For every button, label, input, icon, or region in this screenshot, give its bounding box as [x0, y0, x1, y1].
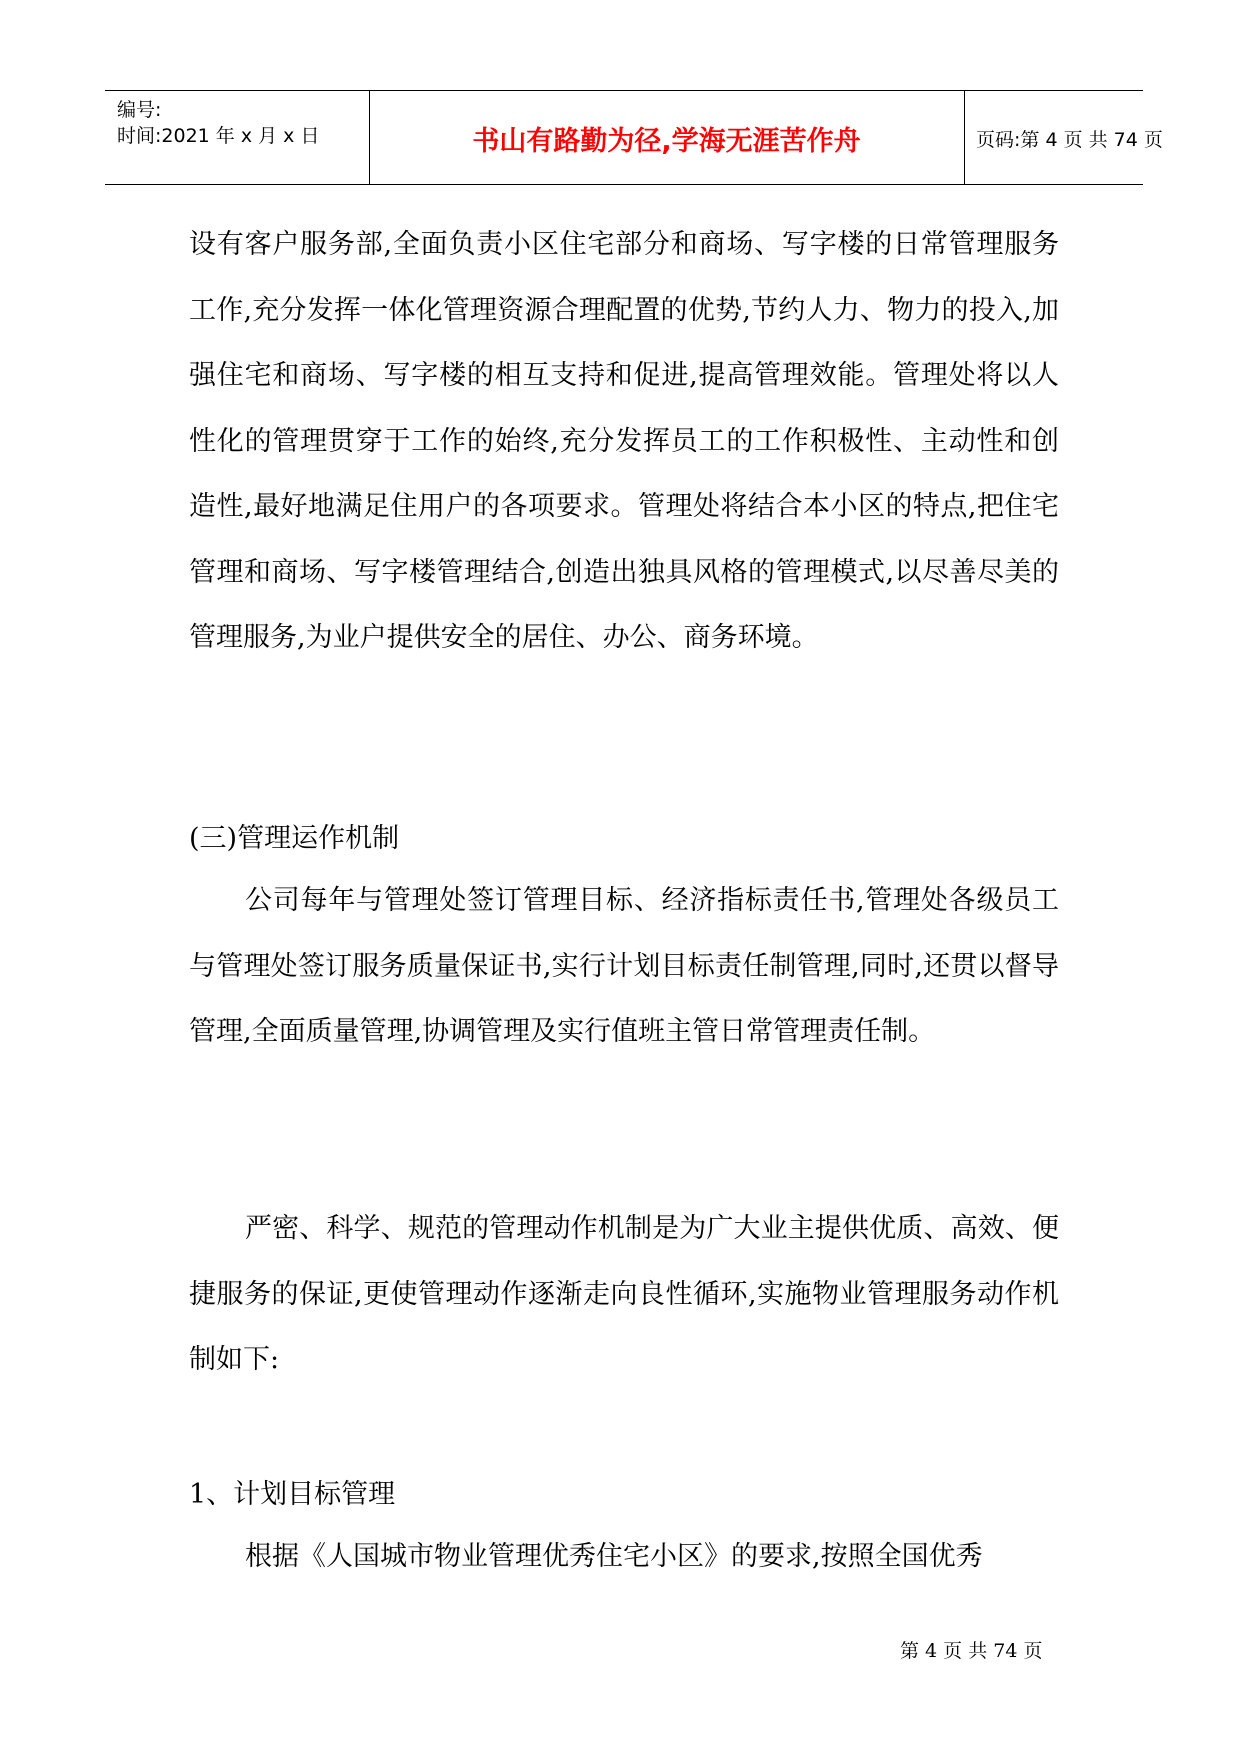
document-header — [105, 90, 1163, 185]
section-heading-management-mechanism: (三)管理运作机制 — [189, 823, 400, 854]
header-motto: 书山有路勤为径,学海无涯苦作舟 — [472, 126, 861, 157]
subsection-heading-plan-target: 1、计划目标管理 — [189, 1479, 396, 1510]
header-motto-cell — [369, 91, 965, 184]
document-code-label: 编号: — [117, 99, 162, 121]
paragraph-operation-mechanism: 严密、科学、规范的管理动作机制是为广大业主提供优质、高效、便捷服务的保证,更使管理动作逐渐走向良性循环,实施物业管理服务动作机制如下: — [189, 1213, 1059, 1375]
footer-page-number: 第 4 页 共 74 页 — [900, 1640, 1043, 1662]
header-meta-cell — [105, 91, 370, 184]
document-time-label: 时间:2021 年 x 月 x 日 — [117, 125, 320, 147]
paragraph-responsibility-system: 公司每年与管理处签订管理目标、经济指标责任书,管理处各级员工与管理处签订服务质量保证书,实行计划目标责任制管理,同时,还贯以督导管理,全面质量管理,协调管理及实行值班主管日常管理责任制。 — [189, 885, 1059, 1047]
paragraph-plan-target: 根据《人国城市物业管理优秀住宅小区》的要求,按照全国优秀 — [245, 1541, 983, 1572]
header-page-cell — [964, 91, 1163, 184]
paragraph-service-department: 设有客户服务部,全面负责小区住宅部分和商场、写字楼的日常管理服务工作,充分发挥一体化管理资源合理配置的优势,节约人力、物力的投入,加强住宅和商场、写字楼的相互支持和促进,提高管理效能。管理处将以人性化的管理贯穿于工作的始终,充分发挥员工的工作积极性、主动性和创造性,最好地满足住用户的各项要求。管理处将结合本小区的特点,把住宅管理和商场、写字楼管理结合,创造出独具风格的管理模式,以尽善尽美的管理服务,为业户提供安全的居住、办公、商务环境。 — [189, 229, 1059, 653]
header-page-number: 页码:第 4 页 共 74 页 — [976, 129, 1163, 151]
